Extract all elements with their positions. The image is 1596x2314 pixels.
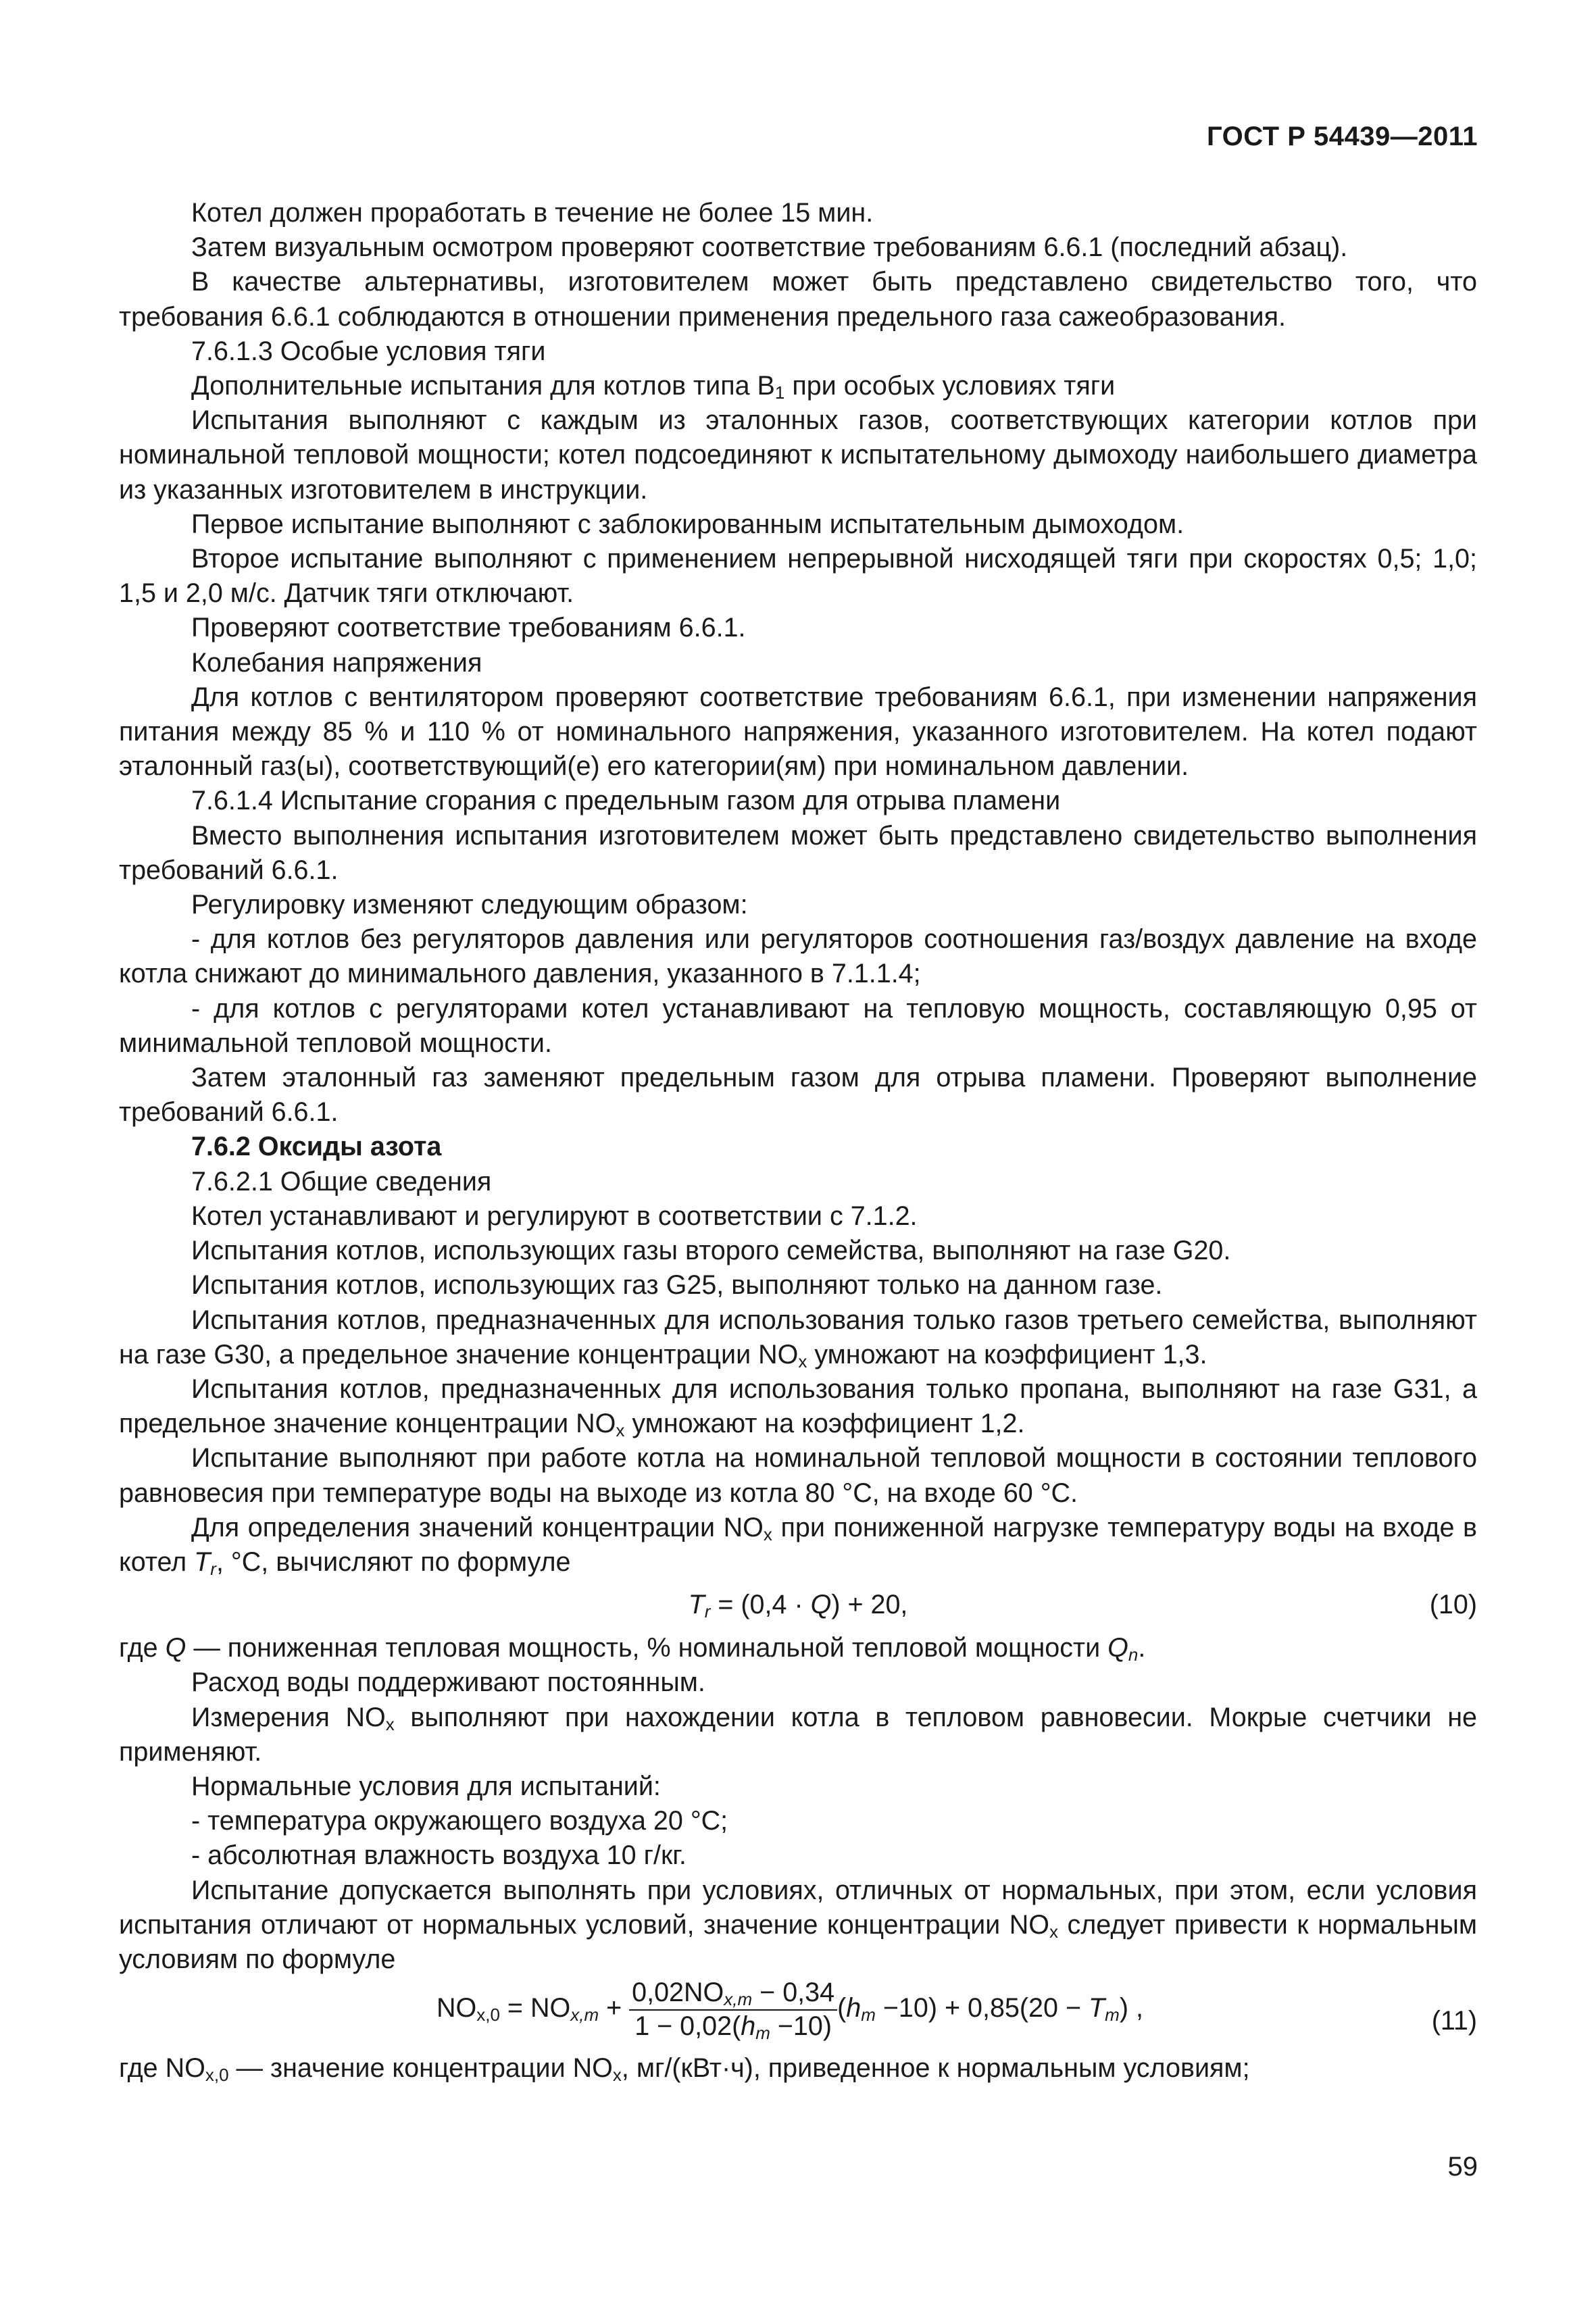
paragraph: В качестве альтернативы, изготовителем может быть представлено свидетельство того, что требования 6.6.1 соблюдаются в отношении применения предельного газа сажеобразования. [119, 267, 1477, 332]
subsection-title: 7.6.1.4 Испытание сгорания с предельным газом для отрыва пламени [191, 786, 1061, 816]
fraction: $\frac{0,02NO_{x,m} - 0,34}{1 - 0,02(h_m -10)}$ [629, 1977, 837, 2042]
list-item: - для котлов без регуляторов давления или регуляторов соотношения газ/воздух давление на входе котла снижают до минимального давления, указанного в 7.1.1.4; [119, 924, 1477, 989]
formula-number: (11) [1431, 2006, 1477, 2036]
paragraph: где Q — пониженная тепловая мощность, % номинальной тепловой мощности $Q_n$. [119, 1633, 1146, 1665]
paragraph: Для котлов с вентилятором проверяют соответствие требованиям 6.6.1, при изменении напряжения питания между 85 % и 110 % от номинального напряжения, указанного изготовителем. На котел подают эталонный газ(ы), соответствующий(е) его категории(ям) при номинальном давлении. [119, 682, 1477, 782]
formula-11-expression: $NO_{x,0} = NO_{x,m}$ + $\frac{0,02NO_{x,m} - 0,34}{1 - 0,02(h_m -10)}$ $(h_m -10) + 0,85(20 - T_m)$ , [437, 1978, 1143, 2043]
paragraph: Проверяют соответствие требованиям 6.6.1. [191, 613, 746, 643]
paragraph: Испытания котлов, предназначенных для использования только пропана, выполняют на газе G31, а предельное значение концентрации $NO_x$ умножают на коэффициент 1,2. [119, 1374, 1477, 1441]
page-body [119, 196, 1477, 2086]
paragraph: Нормальные условия для испытаний: [191, 1771, 661, 1801]
paragraph: Расход воды поддерживают постоянным. [191, 1667, 705, 1698]
paragraph: Колебания напряжения [191, 647, 482, 678]
list-item: - абсолютная влажность воздуха 10 г/кг. [191, 1840, 687, 1871]
paragraph: Испытание допускается выполнять при условиях, отличных от нормальных, при этом, если условия испытания отличают от нормальных условий, значение концентрации $NO_x$ следует привести к нормальным условиям по формуле [119, 1875, 1477, 1974]
paragraph: Вместо выполнения испытания изготовителем может быть представлено свидетельство выполнения требований 6.6.1. [119, 820, 1477, 885]
paragraph: Испытания котлов, использующих газ G25, выполняют только на данном газе. [191, 1270, 1163, 1301]
paragraph: Испытания котлов, предназначенных для использования только газов третьего семейства, выполняют на газе G30, а предельное значение концентрации $NO_x$ умножают на коэффициент 1,3. [119, 1305, 1477, 1372]
page-number: 59 [1447, 2152, 1478, 2182]
paragraph: Измерения $NO_x$ выполняют при нахождении котла в тепловом равновесии. Мокрые счетчики не применяют. [119, 1702, 1477, 1767]
list-item: - температура окружающего воздуха 20 °С; [191, 1806, 728, 1836]
paragraph: Котел устанавливают и регулируют в соответствии с 7.1.2. [191, 1201, 918, 1231]
paragraph: где $NO_{x,0}$ — значение концентрации $NO_x$, мг/(кВт·ч), приведенное к нормальным условиям; [119, 2053, 1250, 2086]
paragraph: Котел должен проработать в течение не более 15 мин. [191, 198, 874, 228]
subsection-title: 7.6.2.1 Общие сведения [191, 1166, 492, 1197]
paragraph: Испытание выполняют при работе котла на номинальной тепловой мощности в состоянии теплового равновесия при температуре воды на выходе из котла 80 °С, на входе 60 °С. [119, 1443, 1477, 1508]
section-heading: 7.6.2 Оксиды азота [191, 1132, 442, 1162]
paragraph: Регулировку изменяют следующим образом: [191, 890, 748, 920]
paragraph: Дополнительные испытания для котлов типа $В_1$ при особых условиях тяги [191, 371, 1116, 403]
paragraph: Затем визуальным осмотром проверяют соответствие требованиям 6.6.1 (последний абзац). [191, 232, 1348, 263]
paragraph: Испытания котлов, использующих газы второго семейства, выполняют на газе G20. [191, 1236, 1231, 1266]
subsection-title: 7.6.1.3 Особые условия тяги [191, 336, 546, 366]
formula-10-expression: $T_r = (0,4 \cdot Q) + 20$, [688, 1590, 908, 1622]
formula-number: (10) [1429, 1590, 1477, 1620]
document-header: ГОСТ Р 54439—2011 [1207, 122, 1478, 151]
paragraph: Первое испытание выполняют с заблокированным испытательным дымоходом. [191, 509, 1184, 539]
list-item: - для котлов с регуляторами котел устанавливают на тепловую мощность, составляющую 0,95 от минимальной тепловой мощности. [119, 993, 1477, 1058]
paragraph: Для определения значений концентрации $NO_x$ при пониженной нагрузке температуру воды на входе в котел $T_r$, °С, вычисляют по формуле [119, 1512, 1478, 1579]
paragraph: Затем эталонный газ заменяют предельным газом для отрыва пламени. Проверяют выполнение требований 6.6.1. [119, 1063, 1477, 1128]
formula-10 [119, 1580, 1477, 1631]
paragraph: Второе испытание выполняют с применением непрерывной нисходящей тяги при скоростях 0,5; 1,0; 1,5 и 2,0 м/с. Датчик тяги отключают. [119, 544, 1477, 609]
formula-11 [119, 1977, 1477, 2051]
paragraph: Испытания выполняют с каждым из эталонных газов, соответствующих категории котлов при номинальной тепловой мощности; котел подсоединяют к испытательному дымоходу наибольшего диаметра из указанных изготовителем в инструкции. [119, 405, 1477, 505]
